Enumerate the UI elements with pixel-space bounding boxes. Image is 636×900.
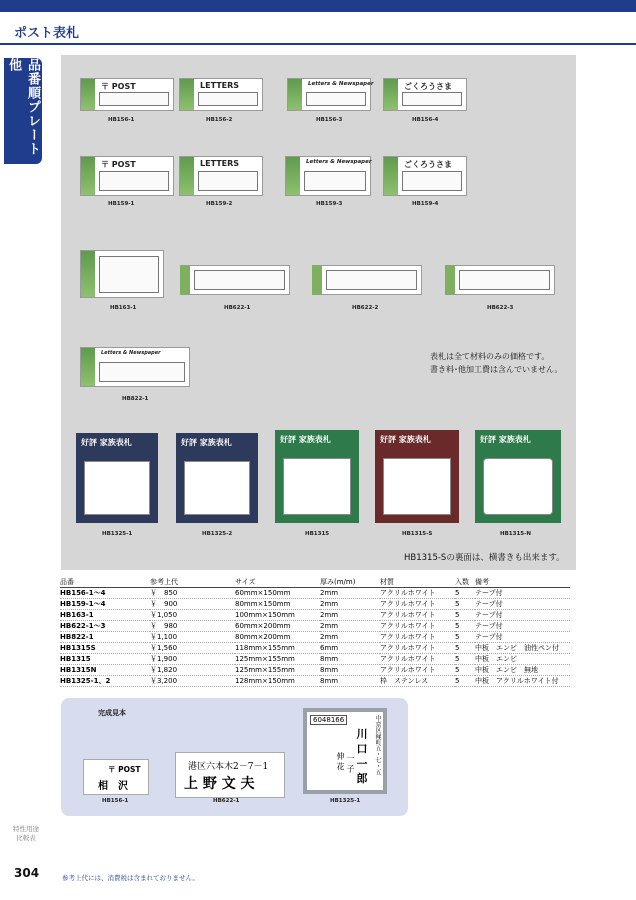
table-cell: テープ付 xyxy=(475,600,503,608)
table-cell: 5 xyxy=(455,677,460,685)
table-cell: 中板 エンビ 無地 xyxy=(475,666,538,674)
table-cell: ￥ 980 xyxy=(150,622,178,630)
frame-hb1325-1 xyxy=(76,433,158,523)
product-code: HB163-1 xyxy=(110,305,137,311)
plate-hb159-3 xyxy=(285,156,371,196)
product-code: HB622-2 xyxy=(352,305,379,311)
page-number: 304 xyxy=(14,866,40,880)
product-code: HB156-1 xyxy=(102,798,129,804)
table-cell: アクリルホワイト xyxy=(380,633,436,641)
table-cell: 8mm xyxy=(320,677,339,685)
example-address: 港区六本木2－7－1 xyxy=(188,762,269,772)
frame-hb1325-2 xyxy=(176,433,258,523)
table-cell: テープ付 xyxy=(475,611,503,619)
product-code: HB1315-N xyxy=(500,531,531,537)
table-cell: アクリルホワイト xyxy=(380,622,436,630)
plate-hb156-4 xyxy=(383,78,467,111)
plate-hb163-1 xyxy=(80,250,164,298)
table-cell: 中板 エンビ xyxy=(475,655,517,663)
plate-hb156-3 xyxy=(287,78,374,111)
table-row xyxy=(60,588,570,599)
frame-header: 好評 家族表札 xyxy=(480,435,531,444)
plate-head: ごくろうさま xyxy=(404,82,452,91)
table-cell: ￥1,100 xyxy=(150,633,178,641)
table-row xyxy=(60,676,570,687)
footnote: 参考上代には、消費税は含まれておりません。 xyxy=(62,874,199,882)
table-cell: アクリルホワイト xyxy=(380,655,436,663)
price-note: 書き料･他加工費は含んでいません。 xyxy=(430,365,563,374)
product-code: HB622-3 xyxy=(487,305,514,311)
title-rule xyxy=(0,43,636,45)
table-cell: HB156-1～4 xyxy=(60,589,106,597)
table-cell: 中板 エンビ 油性ペン付 xyxy=(475,644,559,652)
product-code: HB156-3 xyxy=(316,117,343,123)
table-cell: 2mm xyxy=(320,611,339,619)
table-cell: HB159-1～4 xyxy=(60,600,106,608)
plate-hb159-2 xyxy=(179,156,263,196)
plate-hb159-1 xyxy=(80,156,174,196)
col-header: 入数 xyxy=(455,577,475,588)
table-cell: 80mm×200mm xyxy=(235,633,291,641)
example-plate-2 xyxy=(175,752,285,798)
table-cell: 中板 アクリルホワイト付 xyxy=(475,677,559,685)
table-row xyxy=(60,654,570,665)
product-code: HB1315 xyxy=(305,531,330,537)
plate-hb156-2 xyxy=(179,78,263,111)
plate-hb622-2 xyxy=(312,265,422,295)
table-cell: 5 xyxy=(455,666,460,674)
table-cell: 枠 ステンレス xyxy=(380,677,429,685)
product-code: HB156-1 xyxy=(108,117,135,123)
example-title: 完成見本 xyxy=(98,709,126,717)
table-cell: ￥3,200 xyxy=(150,677,178,685)
table-row xyxy=(60,610,570,621)
plate-head: 〒 POST xyxy=(101,160,136,169)
table-row xyxy=(60,621,570,632)
table-cell: 8mm xyxy=(320,655,339,663)
plate-hb622-3 xyxy=(445,265,555,295)
table-cell: アクリルホワイト xyxy=(380,666,436,674)
col-header: 参考上代 xyxy=(150,577,235,588)
plate-head: LETTERS xyxy=(200,81,240,90)
top-bar xyxy=(0,0,636,12)
table-row xyxy=(60,665,570,676)
page-title: ポスト表札 xyxy=(14,26,80,41)
example-plate-1 xyxy=(83,759,149,795)
plate-hb156-1 xyxy=(80,78,174,111)
table-cell: テープ付 xyxy=(475,589,503,597)
plate-head: LETTERS xyxy=(200,159,240,168)
table-cell: 8mm xyxy=(320,666,339,674)
product-code: HB822-1 xyxy=(122,396,149,402)
product-code: HB156-4 xyxy=(412,117,439,123)
plate-head: Letters & Newspaper xyxy=(101,350,161,356)
price-note: 表札は全て材料のみの価格です。 xyxy=(430,352,550,361)
product-code: HB1315-S xyxy=(402,531,433,537)
col-header: 備考 xyxy=(475,577,570,588)
frame-header: 好評 家族表札 xyxy=(380,435,431,444)
col-header: 材質 xyxy=(380,577,455,588)
table-cell: ￥ 900 xyxy=(150,600,178,608)
table-cell: 2mm xyxy=(320,600,339,608)
table-cell: ￥1,820 xyxy=(150,666,178,674)
table-cell: 128mm×150mm xyxy=(235,677,295,685)
table-cell: 5 xyxy=(455,655,460,663)
table-cell: 118mm×155mm xyxy=(235,644,295,652)
col-header: 品番 xyxy=(60,577,150,588)
spec-table xyxy=(60,577,570,687)
table-cell: テープ付 xyxy=(475,633,503,641)
table-cell: アクリルホワイト xyxy=(380,589,436,597)
table-cell: HB1315S xyxy=(60,644,96,652)
example-name: 相 沢 xyxy=(98,781,128,792)
table-cell: 60mm×150mm xyxy=(235,589,291,597)
plate-head: 〒 POST xyxy=(101,82,136,91)
table-cell: 5 xyxy=(455,611,460,619)
table-cell: 5 xyxy=(455,589,460,597)
product-code: HB159-3 xyxy=(316,201,343,207)
product-code: HB159-4 xyxy=(412,201,439,207)
product-code: HB1325-1 xyxy=(330,798,361,804)
table-cell: 125mm×155mm xyxy=(235,655,295,663)
back-note: HB1315-Sの裏面は、横書きも出来ます。 xyxy=(404,553,565,563)
table-cell: アクリルホワイト xyxy=(380,611,436,619)
table-cell: HB622-1～3 xyxy=(60,622,106,630)
col-header: 厚み(m/m) xyxy=(320,577,380,588)
product-code: HB159-2 xyxy=(206,201,233,207)
table-cell: アクリルホワイト xyxy=(380,600,436,608)
table-cell: 60mm×200mm xyxy=(235,622,291,630)
table-cell: ￥1,560 xyxy=(150,644,178,652)
example-line: 中京区縁町五・七・五 xyxy=(374,715,381,775)
frame-header: 好評 家族表札 xyxy=(181,438,232,447)
example-number: 6048166 xyxy=(310,715,347,725)
example-line: 川 口 一 郎 xyxy=(355,728,368,784)
plate-head: Letters & Newspaper xyxy=(308,81,374,87)
frame-header: 好評 家族表札 xyxy=(280,435,331,444)
table-cell: テープ付 xyxy=(475,622,503,630)
table-cell: HB1325-1、2 xyxy=(60,677,111,685)
product-code: HB1325-1 xyxy=(102,531,133,537)
side-tab[interactable]: 品番順プレート他 xyxy=(4,58,42,164)
table-cell: HB1315 xyxy=(60,655,91,663)
frame-hb1315-n xyxy=(475,430,561,523)
plate-hb622-1 xyxy=(180,265,290,295)
table-cell: ￥ 850 xyxy=(150,589,178,597)
example-head: 〒 POST xyxy=(108,765,141,774)
table-cell: 2mm xyxy=(320,633,339,641)
table-cell: 6mm xyxy=(320,644,339,652)
product-code: HB156-2 xyxy=(206,117,233,123)
side-footer[interactable]: 特性用途比較表 xyxy=(13,825,39,842)
table-cell: 5 xyxy=(455,600,460,608)
example-name: 上 野 文 夫 xyxy=(184,776,255,792)
table-cell: 5 xyxy=(455,622,460,630)
table-cell: ￥1,050 xyxy=(150,611,178,619)
example-plate-3 xyxy=(303,708,387,794)
table-cell: 2mm xyxy=(320,589,339,597)
plate-head: ごくろうさま xyxy=(404,160,452,169)
plate-hb159-4 xyxy=(383,156,467,196)
table-cell: 100mm×150mm xyxy=(235,611,295,619)
table-cell: 125mm×155mm xyxy=(235,666,295,674)
frame-hb1315 xyxy=(275,430,359,523)
table-cell: ￥1,900 xyxy=(150,655,178,663)
table-cell: HB822-1 xyxy=(60,633,94,641)
example-line: 一 子 xyxy=(346,754,355,773)
table-row xyxy=(60,643,570,654)
table-row xyxy=(60,599,570,610)
product-code: HB159-1 xyxy=(108,201,135,207)
table-cell: アクリルホワイト xyxy=(380,644,436,652)
table-cell: 80mm×150mm xyxy=(235,600,291,608)
table-cell: HB163-1 xyxy=(60,611,94,619)
table-cell: 2mm xyxy=(320,622,339,630)
product-code: HB622-1 xyxy=(213,798,240,804)
frame-hb1315-s xyxy=(375,430,459,523)
table-cell: 5 xyxy=(455,633,460,641)
product-code: HB1325-2 xyxy=(202,531,233,537)
table-cell: HB1315N xyxy=(60,666,97,674)
plate-hb822-1 xyxy=(80,347,190,387)
col-header: サイズ xyxy=(235,577,320,588)
product-code: HB622-1 xyxy=(224,305,251,311)
plate-head: Letters & Newspaper xyxy=(306,159,372,165)
frame-header: 好評 家族表札 xyxy=(81,438,132,447)
example-line: 伸 花 xyxy=(336,752,345,771)
table-cell: 5 xyxy=(455,644,460,652)
table-row xyxy=(60,632,570,643)
